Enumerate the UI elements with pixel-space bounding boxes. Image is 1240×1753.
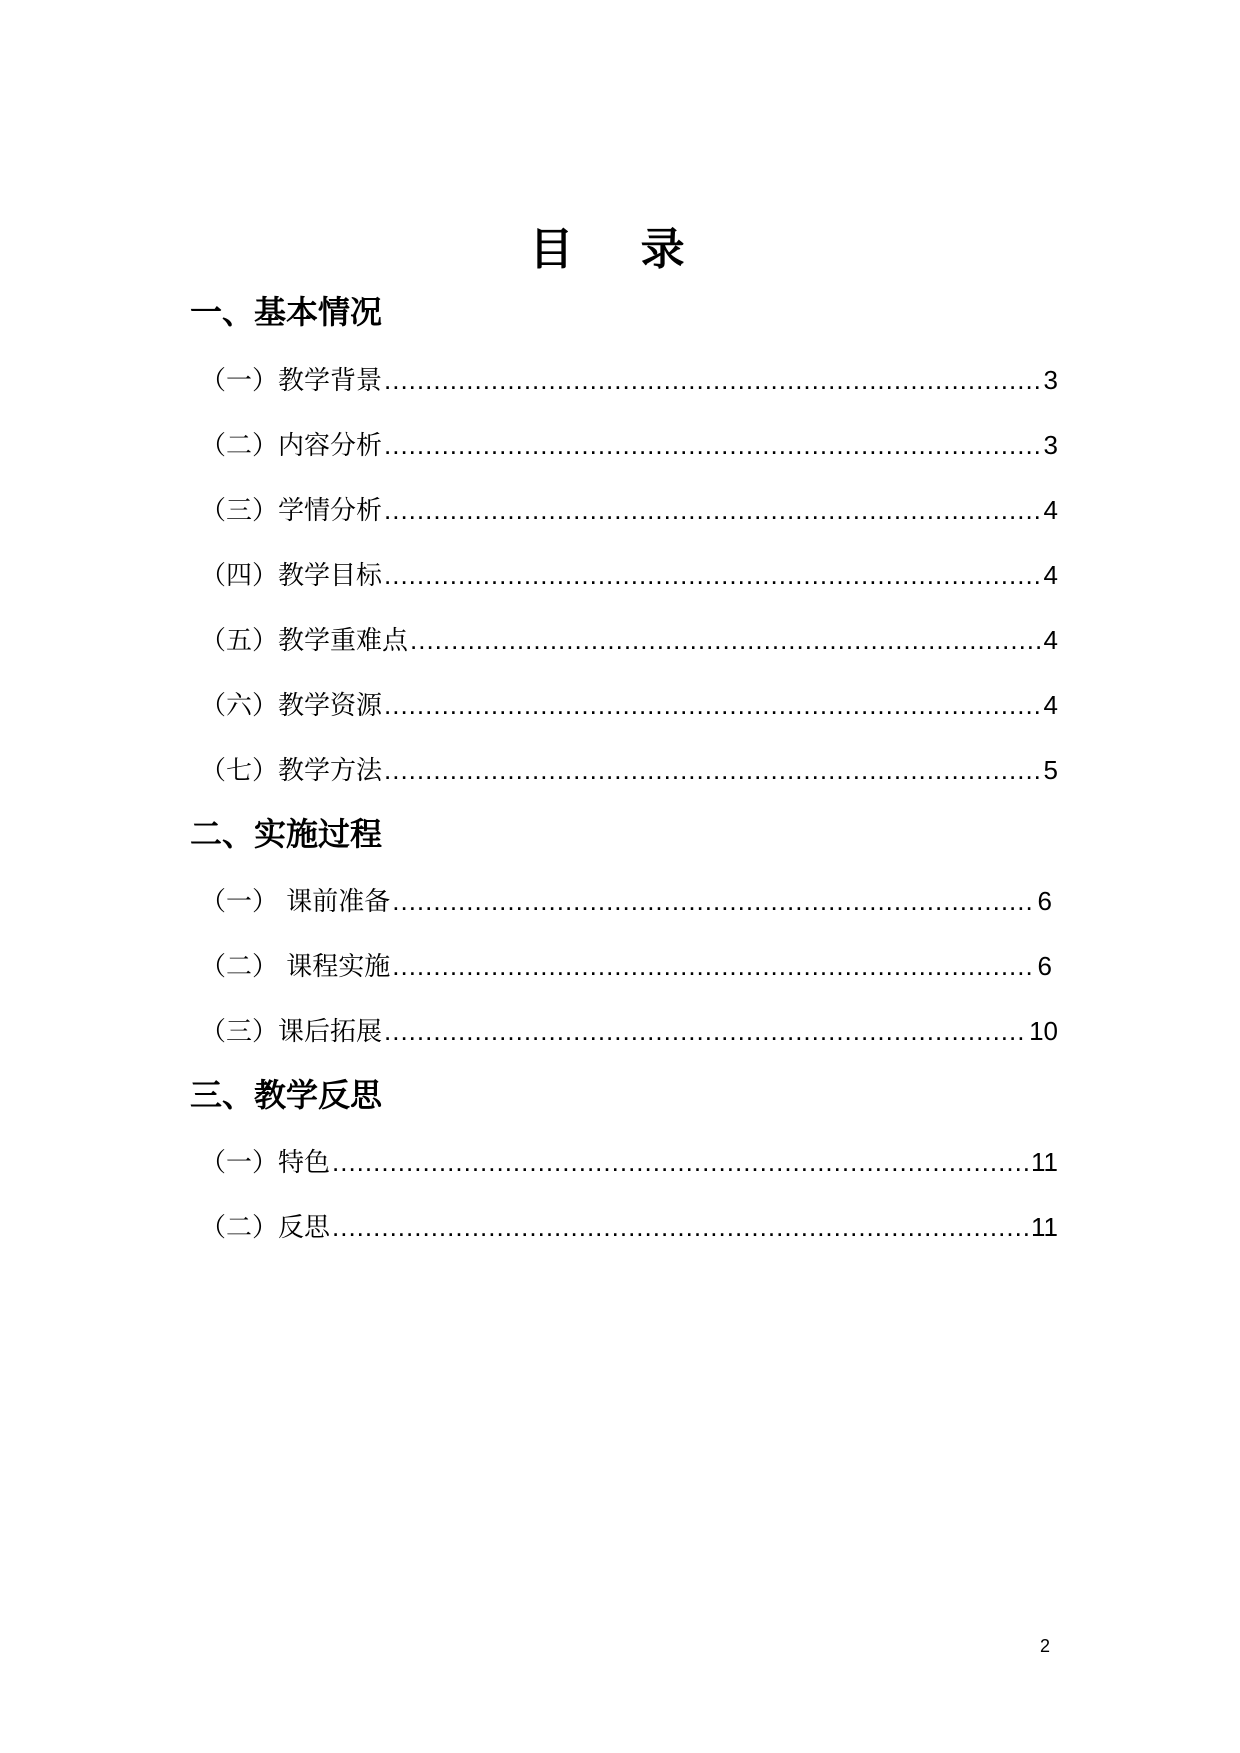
toc-entry-label: （一）特色	[200, 1148, 331, 1178]
toc-entry-label: （一）教学背景	[200, 366, 383, 396]
dot-leader	[392, 948, 1035, 984]
dot-leader	[384, 427, 1042, 463]
toc-entry-teaching-resources[interactable]	[200, 687, 1058, 724]
toc-entry-page: 4	[1043, 495, 1058, 525]
toc-entry-teaching-background[interactable]	[200, 362, 1058, 399]
toc-entry-page: 11	[1031, 1147, 1058, 1177]
toc-entry-page: 5	[1043, 755, 1058, 785]
toc-title: 目 录	[529, 224, 711, 275]
dot-leader	[332, 1144, 1029, 1180]
toc-entry-preclass-preparation[interactable]	[200, 883, 1052, 920]
toc-entry-page: 3	[1043, 365, 1058, 395]
toc-entry-label: （二）反思	[200, 1213, 331, 1243]
toc-entry-page: 11	[1031, 1212, 1058, 1242]
toc-entry-label: （七）教学方法	[200, 756, 383, 786]
toc-entry-key-difficult-points[interactable]	[200, 622, 1058, 659]
toc-entry-reflection[interactable]	[200, 1209, 1058, 1246]
toc-entry-page: 4	[1043, 560, 1058, 590]
toc-entry-page: 6	[1037, 886, 1052, 916]
dot-leader	[410, 622, 1042, 658]
toc-entry-page: 4	[1043, 690, 1058, 720]
toc-entry-teaching-methods[interactable]	[200, 752, 1058, 789]
toc-entry-page: 3	[1043, 430, 1058, 460]
toc-entry-page: 6	[1037, 951, 1052, 981]
dot-leader	[384, 687, 1042, 723]
dot-leader	[392, 883, 1035, 919]
toc-entry-teaching-objectives[interactable]	[200, 557, 1058, 594]
toc-entry-label: （二） 课程实施	[200, 952, 391, 982]
toc-entry-label: （六）教学资源	[200, 691, 383, 721]
toc-entry-features[interactable]	[200, 1144, 1058, 1181]
toc-entry-label: （二）内容分析	[200, 431, 383, 461]
section-heading-basic-info: 一、基本情况	[190, 293, 383, 331]
toc-entry-label: （一） 课前准备	[200, 887, 391, 917]
toc-entry-label: （三）学情分析	[200, 496, 383, 526]
dot-leader	[384, 362, 1042, 398]
toc-entry-label: （四）教学目标	[200, 561, 383, 591]
page-number: 2	[1040, 1636, 1051, 1656]
dot-leader	[384, 557, 1042, 593]
toc-entry-page: 4	[1043, 625, 1058, 655]
dot-leader	[332, 1209, 1029, 1245]
toc-entry-label: （五）教学重难点	[200, 626, 409, 656]
toc-entry-course-implementation[interactable]	[200, 948, 1052, 985]
section-heading-implementation: 二、实施过程	[190, 815, 383, 853]
section-heading-teaching-reflection: 三、教学反思	[190, 1076, 383, 1114]
dot-leader	[384, 752, 1042, 788]
toc-entry-page: 10	[1029, 1016, 1058, 1046]
toc-entry-learner-analysis[interactable]	[200, 492, 1058, 529]
dot-leader	[384, 1013, 1027, 1049]
toc-entry-content-analysis[interactable]	[200, 427, 1058, 464]
toc-entry-label: （三）课后拓展	[200, 1017, 383, 1047]
toc-entry-post-class-extension[interactable]	[200, 1013, 1058, 1050]
dot-leader	[384, 492, 1042, 528]
